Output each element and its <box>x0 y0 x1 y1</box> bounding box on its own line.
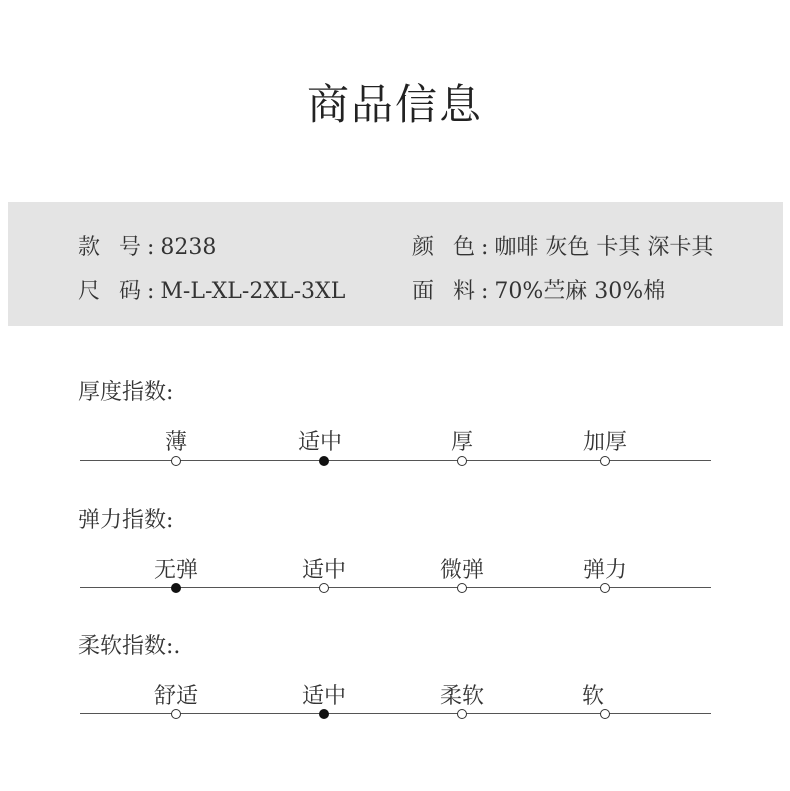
elasticity-scale-marker <box>319 583 329 593</box>
page-title: 商品信息 <box>306 80 483 129</box>
thickness-index-label: 厚度指数: <box>78 380 174 405</box>
elasticity-option-label: 弹力 <box>582 558 627 583</box>
thickness-option-label: 适中 <box>297 430 342 455</box>
thickness-option-label: 加厚 <box>582 430 627 455</box>
thickness-scale-marker <box>457 456 467 466</box>
elasticity-option-label: 适中 <box>301 558 346 583</box>
thickness-scale-marker <box>319 456 329 466</box>
softness-option-label: 柔软 <box>439 684 484 709</box>
elasticity-scale-marker <box>457 583 467 593</box>
elasticity-scale-marker <box>171 583 181 593</box>
product-info-panel <box>8 202 783 326</box>
size-value: M-L-XL-2XL-3XL <box>160 279 346 304</box>
size-label: 尺 码: <box>78 279 161 304</box>
elasticity-scale-marker <box>600 583 610 593</box>
elasticity-index-label: 弹力指数: <box>78 508 174 533</box>
thickness-scale-marker <box>600 456 610 466</box>
fabric-value: 70%苎麻 30%棉 <box>494 279 666 304</box>
softness-scale-marker <box>600 709 610 719</box>
color-label: 颜 色: <box>412 235 495 260</box>
softness-scale-marker <box>171 709 181 719</box>
style-number-row <box>78 230 216 261</box>
thickness-option-label: 薄 <box>164 430 187 455</box>
size-row <box>78 274 345 305</box>
softness-option-label: 舒适 <box>153 684 198 709</box>
softness-index-label: 柔软指数:. <box>78 634 181 659</box>
style-number-label: 款 号: <box>78 235 161 260</box>
color-row <box>412 230 713 261</box>
thickness-option-label: 厚 <box>450 430 473 455</box>
fabric-row <box>412 274 665 305</box>
thickness-scale-marker <box>171 456 181 466</box>
elasticity-option-label: 无弹 <box>153 558 198 583</box>
fabric-label: 面 料: <box>412 279 495 304</box>
style-number-value: 8238 <box>160 235 217 260</box>
softness-scale-marker <box>457 709 467 719</box>
softness-scale-marker <box>319 709 329 719</box>
elasticity-option-label: 微弹 <box>439 558 484 583</box>
softness-option-label: 适中 <box>301 684 346 709</box>
color-value: 咖啡 灰色 卡其 深卡其 <box>494 235 714 260</box>
softness-option-label: 软 <box>581 684 604 709</box>
